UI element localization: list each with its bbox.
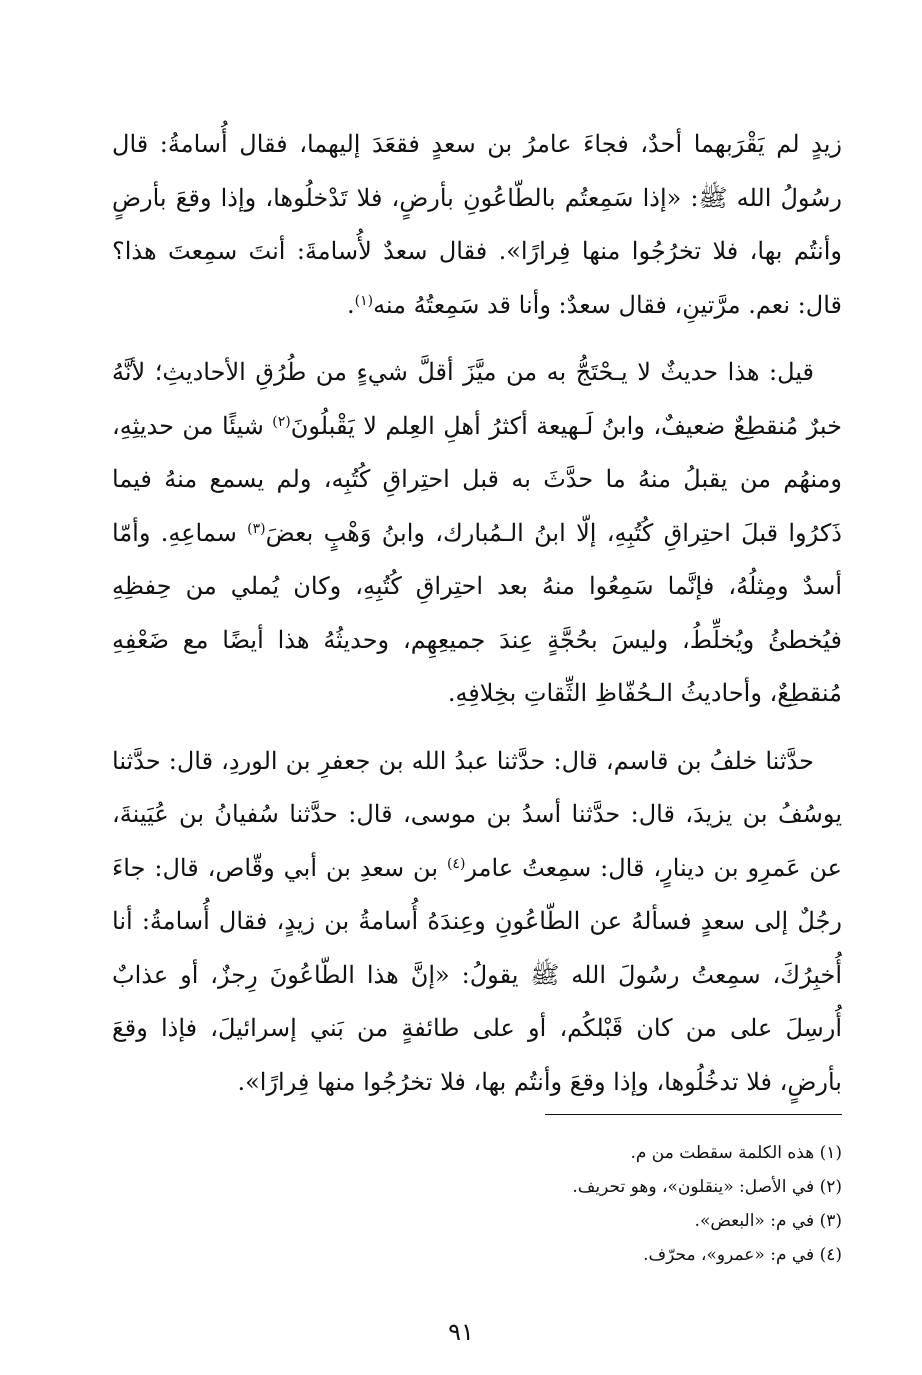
footnote-1: (١) هذه الكلمة سقطت من م. <box>630 1143 842 1163</box>
text-segment: شيئًا من حديثِهِ، ومنهُم من يقبلُ منهُ ما حدَّثَ به قبل احتِراقِ كُتُبِه، ولم يسمع منهُ فيما ذَكرُوا قبلَ احتِراقِ كُتُبِهِ، إلّا ابنُ الـمُبارك، وابنُ وَهْبٍ بعضَ <box>112 411 843 547</box>
paragraph-2 <box>112 346 842 721</box>
page-number: ٩١ <box>448 1318 474 1346</box>
text-segment: قيل: هذا حديثٌ لا يـحْتَجُّ به من ميَّزَ أقلَّ شيءٍ من طُرُقِ الأحاديثِ؛ لأنَّهُ خبرٌ مُنقطِعٌ ضعيفٌ، وابنُ لَـهيعة أكثرُ أهلِ العِلم لا يَقْبلُونَ <box>112 358 843 440</box>
footnote-ref-1: (١) <box>354 292 374 309</box>
footnote-ref-2: (٢) <box>272 413 291 430</box>
footnote-4: (٤) في م: «عمرو»، محرّف. <box>643 1245 842 1265</box>
paragraph-3 <box>112 735 842 1110</box>
footnotes <box>112 1136 842 1272</box>
footnote-ref-3: (٣) <box>247 520 266 537</box>
footnote-ref-4: (٤) <box>446 855 466 872</box>
text-segment: . <box>346 290 355 319</box>
footnote-separator <box>545 1114 842 1115</box>
paragraph-1 <box>112 118 842 332</box>
text-segment: سماعِهِ. وأمّا أسدٌ ومِثلُهُ، فإنَّما سَمِعُوا منهُ بعد احتِراقِ كُتُبِهِ، وكان يُملي من حِفظِهِ فيُخطئُ ويُخلِّطُ، وليسَ بحُجَّةٍ عِندَ جميعِهِم، وحديثُهُ هذا أيضًا مع ضَعْفِهِ مُنقطِعٌ، وأحاديثُ الـحُفّاظِ الثِّقاتِ بخِلافِهِ. <box>112 518 842 707</box>
text-segment: حدَّثنا خلفُ بن قاسم، قال: حدَّثنا عبدُ الله بن جعفرِ بن الوردِ، قال: حدَّثنا يوسُفُ بن يزيدَ، قال: حدَّثنا أسدُ بن موسى، قال: حدَّثنا سُفيانُ بن عُيَينةَ، عن عَمرِو بن دينارٍ، قال: سمِعتُ عامر <box>112 746 842 882</box>
main-text <box>112 118 842 1123</box>
footnote-2: (٢) في الأصل: «ينقلون»، وهو تحريف. <box>572 1177 842 1197</box>
text-segment: زيدٍ لم يَقْرَبهما أحدٌ، فجاءَ عامرُ بن سعدٍ فقعَدَ إليهما، فقال أُسامةُ: قال رسُولُ الله ﷺ: «إذا سَمِعتُم بالطّاعُونِ بأرضٍ، فلا تَدْخلُوها، وإذا وقعَ بأرضٍ وأنتُم بها، فلا تخرُجُوا منها فِرارًا». فقال سعدٌ لأُسامةَ: أنتَ سمِعتَ هذا؟ قال: نعم. مرَّتينِ، فقال سعدٌ: وأنا قد سَمِعتُهُ منه <box>112 130 842 319</box>
footnote-3: (٣) في م: «البعض». <box>694 1211 842 1231</box>
text-segment: بن سعدِ بن أبي وقّاص، قال: جاءَ رجُلٌ إلى سعدٍ فسألهُ عن الطّاعُونِ وعِندَهُ أُسامةُ بن زيدٍ، فقال أُسامةُ: أنا أُخبِرُكَ، سمِعتُ رسُولَ الله ﷺ يقولُ: «إنَّ هذا الطّاعُونَ رِجزٌ، أو عذابٌ أُرسِلَ على من كان قَبْلكُم، أو على طائفةٍ من بَني إسرائيلَ، فإذا وقعَ بأرضٍ، فلا تدخُلُوها، وإذا وقعَ وأنتُم بها، فلا تخرُجُوا منها فِرارًا». <box>112 853 842 1096</box>
